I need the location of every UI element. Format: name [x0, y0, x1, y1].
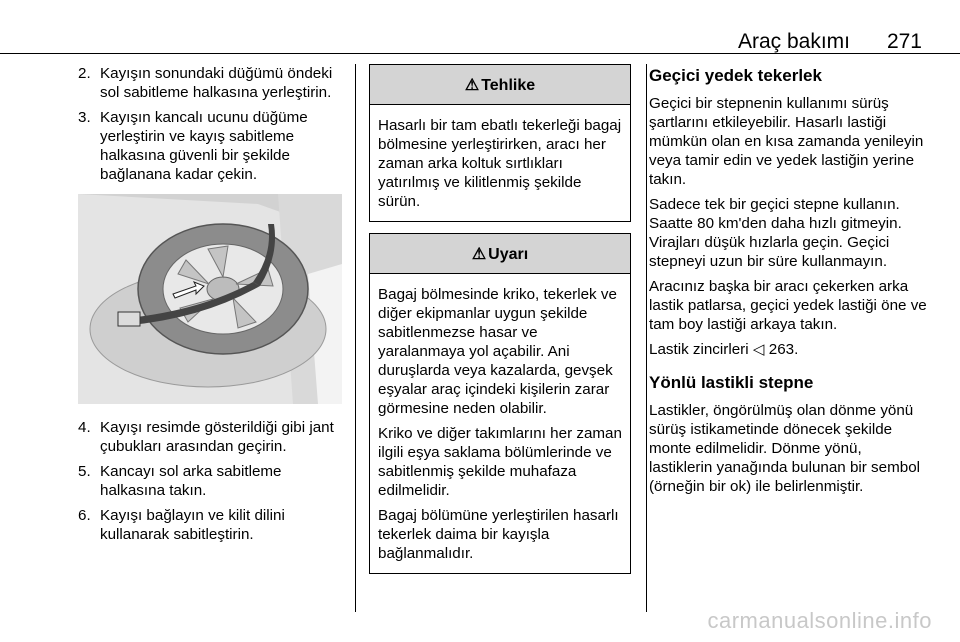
step-text: Kayışı resimde gösterildiği gibi jant çubukları arasından geçirin.: [100, 419, 334, 455]
reference-page-link[interactable]: 263.: [768, 341, 799, 358]
section-title: Araç bakımı: [737, 30, 850, 53]
paragraph: Geçici bir stepnenin kullanımı sürüş şartlarını etkileyebilir. Hasarlı lastiği mümkün olan en kısa zamanda yenileyin veya tamir edin ve yedek lastiğin yerine takın.: [649, 95, 924, 188]
step-number: 3.: [78, 109, 91, 126]
list-item: [78, 64, 348, 102]
warning-triangle-icon: ⚠: [471, 246, 487, 263]
warning-triangle-icon: ⚠: [464, 77, 480, 94]
step-number: 6.: [78, 507, 91, 524]
warning-box-header: [370, 234, 630, 274]
column-divider: [355, 64, 356, 612]
step-text: Kayışın sonundaki düğümü öndeki sol sabitleme halkasına yerleştirin.: [100, 65, 333, 101]
step-number: 5.: [78, 463, 91, 480]
warning-text: Bagaj bölümüne yerleştirilen hasarlı tekerlek daima bir kayışla bağlanmalıdır.: [378, 507, 619, 562]
steps-list-bottom: [78, 418, 348, 544]
cross-reference: [649, 340, 929, 359]
column-divider: [646, 64, 647, 612]
warning-box-body: [370, 274, 630, 573]
warning-box: [369, 233, 631, 574]
warning-box-title: Uyarı: [488, 246, 529, 263]
step-number: 4.: [78, 419, 91, 436]
danger-box-body: [370, 105, 630, 221]
danger-box: [369, 64, 631, 222]
list-item: [78, 506, 348, 544]
paragraph: Sadece tek bir geçici stepne kullanın. Saatte 80 km'den daha hızlı gitmeyin. Virajları düşük hızlarla geçin. Geçici stepneyi uzun bir süre kullanmayın.: [649, 196, 902, 270]
danger-text: Hasarlı bir tam ebatlı tekerleği bagaj bölmesine yerleştirirken, aracı her zaman arka koltuk sırtlıkları yatırılmış ve kilitlenmiş şekilde sürün.: [378, 117, 622, 210]
middle-column: [369, 64, 631, 585]
step-text: Kancayı sol arka sabitleme halkasına takın.: [100, 463, 282, 499]
section-heading: Geçici yedek tekerlek: [649, 66, 822, 85]
right-column: [649, 64, 929, 502]
list-item: [78, 462, 348, 500]
steps-list-top: [78, 64, 348, 184]
spare-wheel-drawing: [78, 194, 342, 404]
left-column: [78, 64, 348, 550]
paragraph: Aracınız başka bir aracı çekerken arka lastik patlarsa, geçici yedek lastiği öne ve tam boy lastiği arkaya takın.: [649, 278, 927, 333]
step-number: 2.: [78, 65, 91, 82]
page-reference-icon: ◁: [752, 341, 765, 358]
list-item: [78, 418, 348, 456]
step-text: Kayışın kancalı ucunu düğüme yerleştirin ve kayış sabitleme halkasına güvenli bir şekilde bağlanana kadar çekin.: [100, 109, 308, 183]
danger-box-title: Tehlike: [481, 77, 536, 94]
danger-box-header: [370, 65, 630, 105]
section-heading: Yönlü lastikli stepne: [649, 373, 814, 392]
paragraph: Lastikler, öngörülmüş olan dönme yönü sürüş istikametinde dönecek şekilde monte edilmelidir. Dönme yönü, lastiklerin yanağında bulunan bir sembol (örneğin bir ok) ile belirlenmiştir.: [649, 402, 921, 495]
reference-text: Lastik zincirleri: [649, 341, 749, 358]
list-item: [78, 108, 348, 184]
watermark: carmanualsonline.info: [707, 608, 932, 633]
step-text: Kayışı bağlayın ve kilit dilini kullanarak sabitleştirin.: [100, 507, 285, 543]
warning-text: Kriko ve diğer takımlarını her zaman ilgili eşya saklama bölümlerinde ve sabitlenmiş şekilde muhafaza edilmelidir.: [378, 425, 622, 499]
spare-wheel-illustration: [78, 194, 342, 404]
header-divider: [0, 53, 960, 54]
page-number: 271: [886, 30, 922, 53]
warning-text: Bagaj bölmesinde kriko, tekerlek ve diğer ekipmanlar uygun şekilde sabitlenmezse hasar ve yaralanmaya yol açabilir. Ani duruşlarda veya kazalarda, gevşek eşyalar araç içindeki kişilerin zarar görmesine neden olabilir.: [378, 286, 617, 417]
